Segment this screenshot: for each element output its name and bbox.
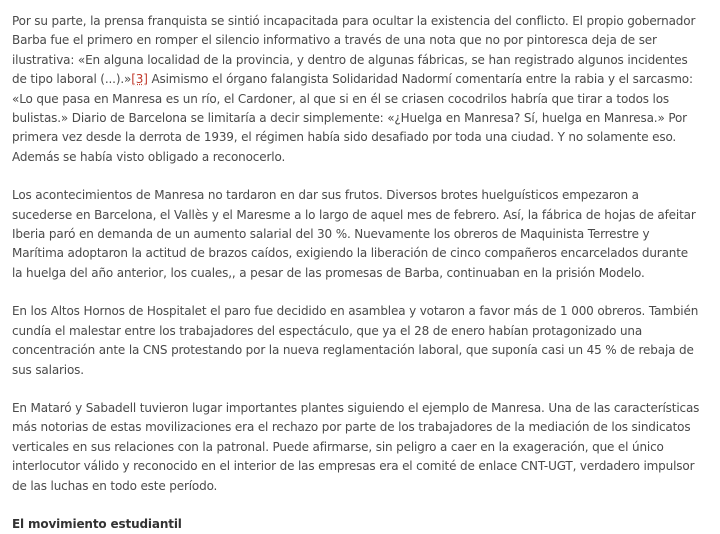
- paragraph-text: Asimismo el órgano falangista Solidaridad Nadormí comentaría entre la rabia y el sarcasmo: «Lo que pasa en Manresa es un río, el Cardoner, al que si en él se criasen cocodrilos habría que tirar a todos los bulistas.» Diario de Barcelona se limitaría a decir simplemente: «¿Huelga en Manresa? Sí, huelga en Manresa.» Por primera vez desde la derrota de 1939, el régimen había sido desafiado por toda una ciudad. Y no solamente eso. Además se había visto obligado a reconocerlo.: [12, 72, 693, 164]
- section-heading: El movimiento estudiantil: [12, 516, 182, 531]
- paragraph-strike-spread: Los acontecimientos de Manresa no tardaron en dar sus frutos. Diversos brotes huelguísticos empezaron a sucederse en Barcelona, el Vallès y el Maresme a lo largo de aquel mes de febrero. Así, la fábrica de hojas de afeitar Iberia paró en demanda de un aumento salarial del 30 %. Nuevamente los obreros de Maquinista Terrestre y Marítima adoptaron la actitud de brazos caídos, exigiendo la liberación de cinco compañeros encarcelados durante la huelga del año anterior, los cuales,, a pesar de las promesas de Barba, continuaban en la prisión Modelo.: [12, 188, 696, 280]
- paragraph-text: Por su parte, la prensa franquista se sintió incapacitada para ocultar la existencia del conflicto. El propio gobernador Barba fue el primero en romper el silencio informativo a través de una nota que no por pintoresca deja de ser ilustrativa: «En alguna localidad de la provincia, y dentro de algunas fábricas, se han registrado algunos incidentes de tipo laboral (...).»: [12, 14, 696, 87]
- paragraph-press-reaction: [12, 12, 702, 167]
- paragraph-mataro-sabadell: En Mataró y Sabadell tuvieron lugar importantes plantes siguiendo el ejemplo de Manresa. Una de las características más notorias de estas movilizaciones era el rechazo por parte de los trabajadores de la mediación de los sindicatos verticales en sus relaciones con la patronal. Puede afirmarse, sin peligro a caer en la exageración, que el único interlocutor válido y reconocido en el interior de las empresas era el comité de enlace CNT-UGT, verdadero impulsor de las luchas en todo este período.: [12, 400, 700, 493]
- paragraph-altos-hornos: En los Altos Hornos de Hospitalet el paro fue decidido en asamblea y votaron a favor más de 1 000 obreros. También cundía el malestar entre los trabajadores del espectáculo, que ya el 28 de enero habían protagonizado una concentración ante la CNS protestando por la nueva reglamentación laboral, que suponía casi un 45 % de rebaja de sus salarios.: [12, 304, 699, 377]
- footnote-link[interactable]: [3]: [131, 72, 148, 87]
- article-body: [12, 12, 702, 534]
